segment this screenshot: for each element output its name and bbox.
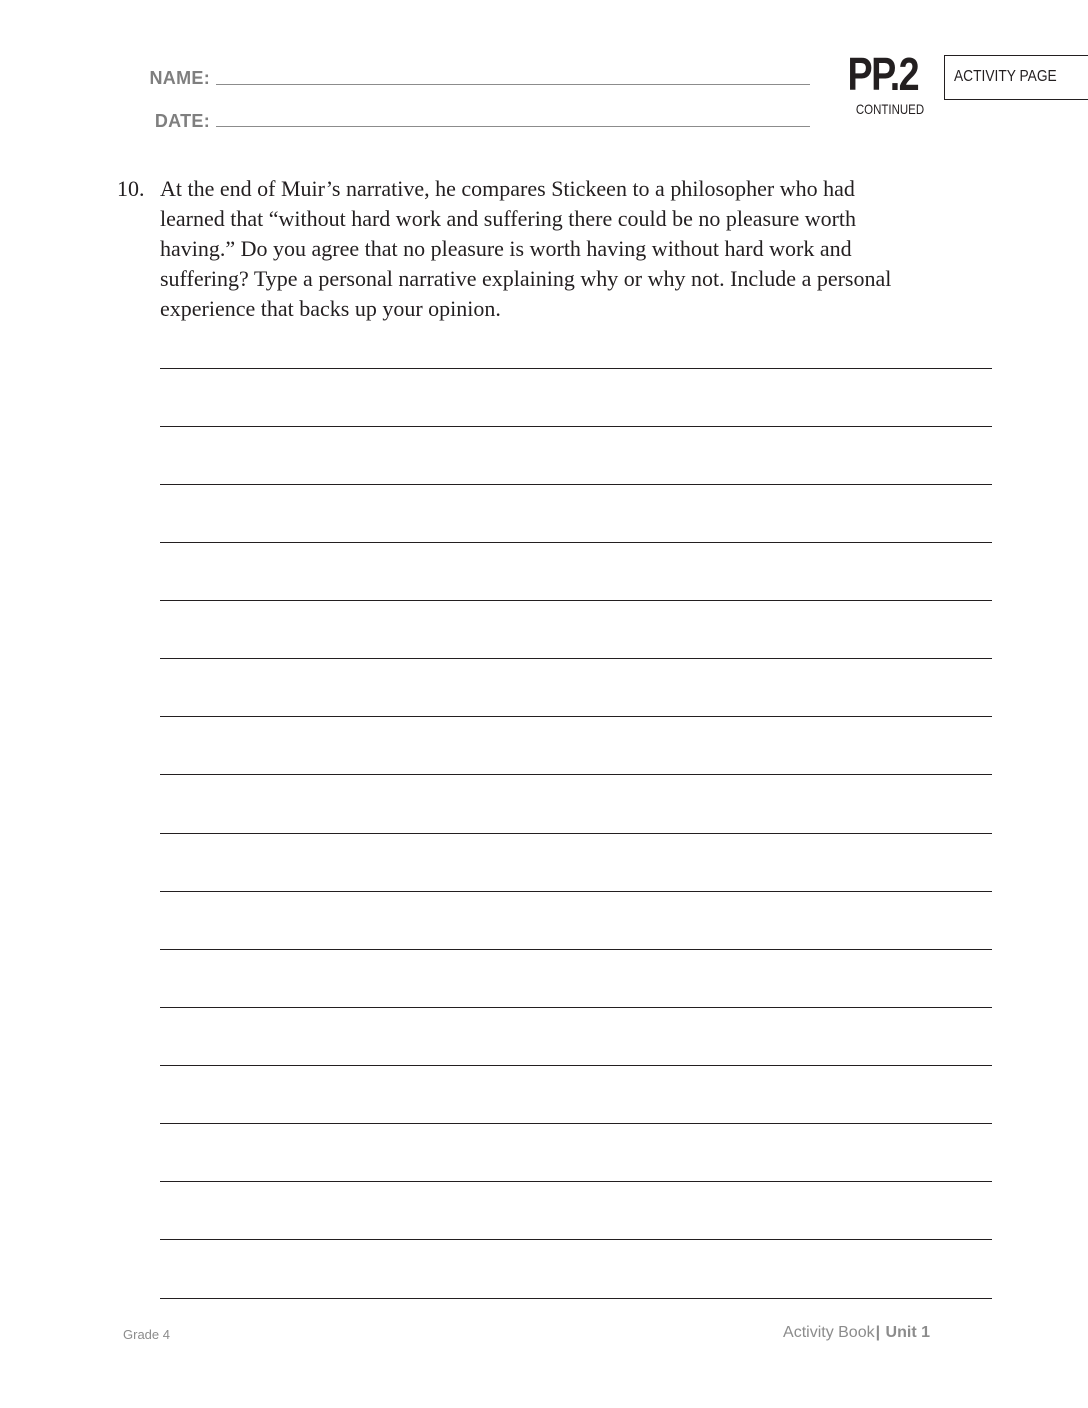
answer-line[interactable] [160,542,992,543]
question-line: suffering? Type a personal narrative explaining why or why not. Include a personal [160,266,892,291]
footer-unit: Unit 1 [885,1324,930,1341]
answer-line[interactable] [160,774,992,775]
answer-line[interactable] [160,1181,992,1182]
answer-line[interactable] [160,891,992,892]
answer-line[interactable] [160,484,992,485]
answer-line[interactable] [160,1065,992,1066]
answer-line[interactable] [160,1239,992,1240]
question-line: learned that “without hard work and suffering there could be no pleasure worth [160,206,857,231]
question-line: experience that backs up your opinion. [160,296,501,321]
answer-line[interactable] [160,1123,992,1124]
footer-grade: Grade 4 [123,1327,170,1342]
name-label: NAME: [149,68,210,88]
page-continued: CONTINUED [855,101,925,117]
footer-book-unit [783,1324,930,1342]
answer-line[interactable] [160,833,992,834]
page-code: PP.2 [847,48,918,100]
name-field-line[interactable] [216,84,810,85]
answer-line[interactable] [160,1007,992,1008]
answer-line[interactable] [160,716,992,717]
answer-line[interactable] [160,600,992,601]
question-line: having.” Do you agree that no pleasure is worth having without hard work and [160,236,852,261]
answer-line[interactable] [160,368,992,369]
answer-line[interactable] [160,1298,992,1299]
question-text [160,174,990,324]
answer-line[interactable] [160,658,992,659]
question-line: At the end of Muir’s narrative, he compares Stickeen to a philosopher who had [160,176,855,201]
answer-line[interactable] [160,426,992,427]
footer-book: Activity Book [783,1324,875,1341]
question-number: 10. [117,176,145,201]
footer-separator: | [875,1324,881,1341]
activity-page-label: ACTIVITY PAGE [954,68,1057,85]
date-label: DATE: [154,111,210,131]
date-field-line[interactable] [216,126,810,127]
answer-line[interactable] [160,949,992,950]
